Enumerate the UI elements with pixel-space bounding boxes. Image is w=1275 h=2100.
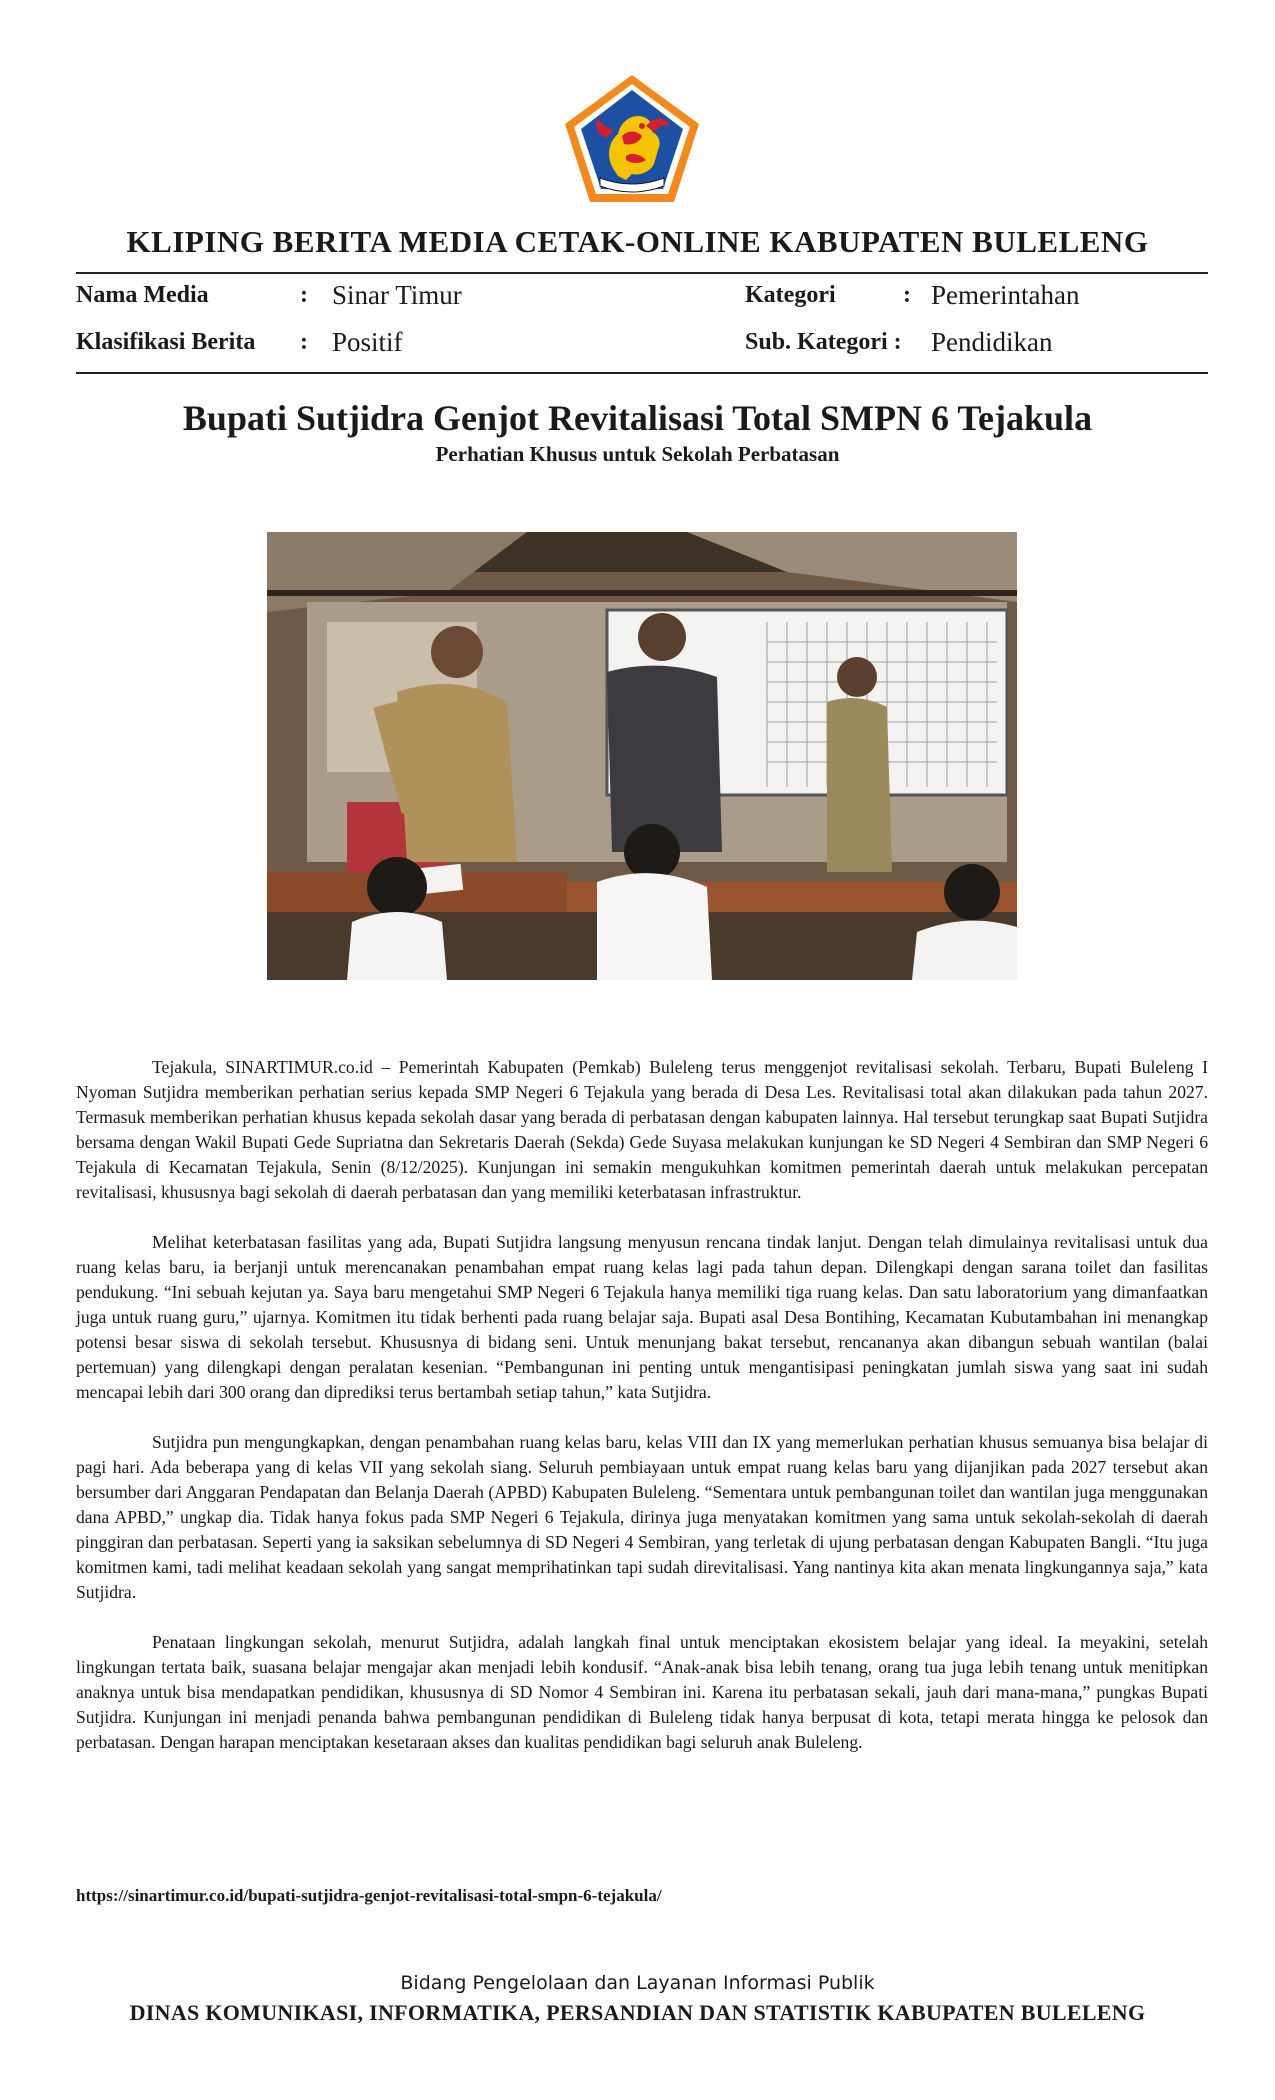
- meta-value: Sinar Timur: [332, 280, 462, 310]
- singa-ambara-raja-emblem-icon: [562, 72, 702, 206]
- meta-sub-kategori: [745, 329, 1205, 361]
- meta-klasifikasi: [76, 329, 636, 361]
- meta-value: Positif: [332, 327, 403, 357]
- article-paragraph: Sutjidra pun mengungkapkan, dengan penambahan ruang kelas baru, kelas VIII dan IX yang memerlukan perhatian khusus semuanya bisa belajar di pagi hari. Ada beberapa yang di kelas VII yang sekolah siang. Seluruh pembiayaan untuk empat ruang kelas baru yang dijanjikan pada 2027 tersebut akan bersumber dari Anggaran Pendapatan dan Belanja Daerah (APBD) Kabupaten Buleleng. “Sementara untuk pembangunan toilet dan wantilan juga menggunakan dana APBD,” ungkap dia. Tidak hanya fokus pada SMP Negeri 6 Tejakula, dirinya juga menyatakan komitmen yang sama untuk sekolah-sekolah di daerah pinggiran dan perbatasan. Seperti yang ia saksikan sebelumnya di SD Negeri 4 Sembiran, yang terletak di ujung perbatasan dengan Kabupaten Bangli. “Itu juga komitmen kami, tadi melihat keadaan sekolah yang sangat memprihatinkan tapi sudah direvitalisasi. Yang nantinya kita akan menata lingkungannya saja,” kata Sutjidra.: [76, 1432, 1208, 1602]
- article-headline: Bupati Sutjidra Genjot Revitalisasi Total SMPN 6 Tejakula: [182, 398, 1093, 438]
- meta-nama-media: [76, 282, 636, 314]
- meta-label: Nama Media: [76, 282, 209, 308]
- article-paragraph: Penataan lingkungan sekolah, menurut Sutjidra, adalah langkah final untuk menciptakan ekosistem belajar yang ideal. Ia meyakini, setelah lingkungan tertata baik, suasana belajar mengajar akan menjadi lebih kondusif. “Anak-anak bisa lebih tenang, orang tua juga lebih tenang untuk menitipkan anaknya untuk bisa mendapatkan pendidikan, khususnya di SD Nomor 4 Sembiran ini. Karena itu perbatasan sekali, jauh dari mana-mana,” pungkas Bupati Sutjidra. Kunjungan ini menjadi penanda bahwa pembangunan pendidikan di Buleleng tidak hanya berpusat di kota, tetapi merata hingga ke pelosok dan perbatasan. Dengan harapan menciptakan kesetaraan akses dan kualitas pendidikan bagi seluruh anak Buleleng.: [76, 1632, 1208, 1752]
- article-paragraph: Tejakula, SINARTIMUR.co.id – Pemerintah Kabupaten (Pemkab) Buleleng terus menggenjot revitalisasi sekolah. Terbaru, Bupati Buleleng I Nyoman Sutjidra memberikan perhatian serius kepada SMP Negeri 6 Tejakula yang berada di Desa Les. Revitalisasi total akan dilakukan pada tahun 2027. Termasuk memberikan perhatian khusus kepada sekolah dasar yang berada di perbatasan dengan kabupaten lainnya. Hal tersebut terungkap saat Bupati Sutjidra bersama dengan Wakil Bupati Gede Supriatna dan Sekretaris Daerah (Sekda) Gede Suyasa melakukan kunjungan ke SD Negeri 4 Sembiran dan SMP Negeri 6 Tejakula di Kecamatan Tejakula, Senin (8/12/2025). Kunjungan ini semakin mengukuhkan komitmen pemerintah daerah untuk melakukan percepatan revitalisasi, khususnya bagi sekolah di daerah perbatasan dan yang memiliki keterbatasan infrastruktur.: [76, 1057, 1208, 1202]
- top-divider: [76, 272, 1208, 274]
- classroom-visit-photo: [267, 532, 1017, 980]
- article-subheadline: Perhatian Khusus untuk Sekolah Perbatasan: [435, 442, 840, 466]
- clipping-title: KLIPING BERITA MEDIA CETAK-ONLINE KABUPATEN BULELENG: [126, 224, 1149, 259]
- meta-colon: :: [903, 282, 911, 308]
- meta-colon: :: [300, 282, 308, 308]
- meta-value: Pemerintahan: [931, 280, 1080, 310]
- footer-division: Bidang Pengelolaan dan Layanan Informasi Publik: [400, 1972, 875, 1994]
- source-url-link[interactable]: https://sinartimur.co.id/bupati-sutjidra-genjot-revitalisasi-total-smpn-6-tejakula/: [76, 1886, 662, 1905]
- meta-label: Sub. Kategori :: [745, 329, 902, 355]
- article-body: [76, 1055, 1208, 1780]
- article-paragraph: Melihat keterbatasan fasilitas yang ada, Bupati Sutjidra langsung menyusun rencana tindak lanjut. Dengan telah dimulainya revitalisasi untuk dua ruang kelas baru, ia berjanji untuk merencanakan penambahan empat ruang kelas lagi pada tahun depan. Dilengkapi dengan sarana toilet dan fasilitas pendukung. “Ini sebuah kejutan ya. Saya baru mengetahui SMP Negeri 6 Tejakula hanya memiliki tiga ruang kelas. Dan satu laboratorium yang dimanfaatkan juga untuk ruang guru,” ujarnya. Komitmen itu tidak berhenti pada ruang belajar saja. Bupati asal Desa Bontihing, Kecamatan Kubutambahan ini menangkap potensi besar siswa di sekolah tersebut. Khususnya di bidang seni. Untuk menunjang bakat tersebut, rencananya akan dibangun sebuah wantilan (balai pertemuan) yang dilengkapi dengan peralatan kesenian. “Pembangunan ini penting untuk mengantisipasi peningkatan jumlah siswa yang saat ini sudah mencapai lebih dari 300 orang dan diprediksi terus bertambah setiap tahun,” kata Sutjidra.: [76, 1232, 1208, 1402]
- bottom-divider: [76, 372, 1208, 374]
- meta-label: Kategori: [745, 282, 836, 308]
- footer-department: DINAS KOMUNIKASI, INFORMATIKA, PERSANDIAN DAN STATISTIK KABUPATEN BULELENG: [129, 2000, 1146, 2025]
- meta-value: Pendidikan: [931, 327, 1053, 357]
- meta-colon: :: [300, 329, 308, 355]
- meta-label: Klasifikasi Berita: [76, 329, 256, 355]
- meta-kategori: [745, 282, 1205, 314]
